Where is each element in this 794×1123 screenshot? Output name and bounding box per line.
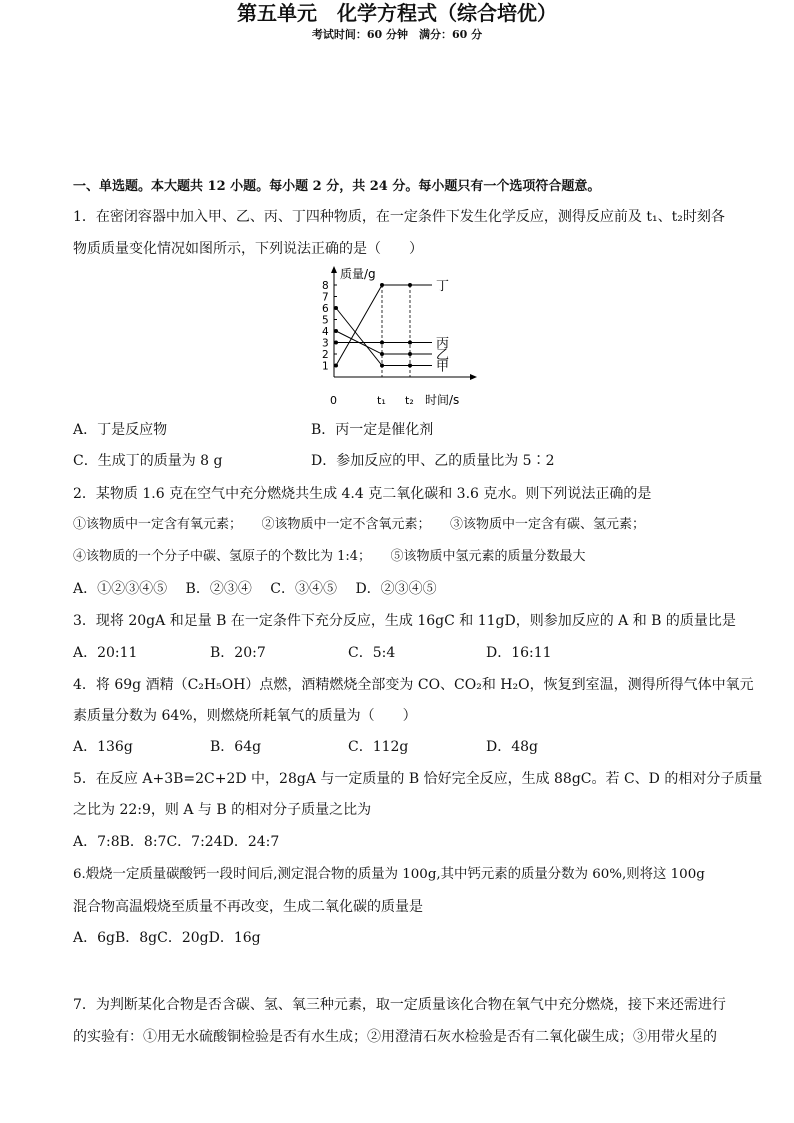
x-axis-label: 时间/s (425, 393, 460, 407)
series-0-point-2 (408, 283, 412, 287)
y-tick-label-6: 6 (322, 303, 329, 315)
q5-stem-line2: 之比为 22:9，则 A 与 B 的相对分子质量之比为 (73, 802, 372, 818)
series-1-point-2 (408, 341, 412, 345)
q3-stem-line1: 3．现将 20gA 和足量 B 在一定条件下充分反应，生成 16gC 和 11gD，则参加反应的 A 和 B 的质量比是 (73, 613, 736, 629)
y-axis-label: 质量/g (340, 267, 376, 281)
series-label-2: 乙 (436, 348, 450, 363)
q3-option-c: C．5:4 (348, 645, 396, 661)
q1-option-a: A．丁是反应物 (73, 422, 168, 438)
q2-stem-line1: 2．某物质 1.6 克在空气中充分燃烧共生成 4.4 克二氧化碳和 3.6 克水。则下列说法正确的是 (73, 486, 652, 502)
q4-option-d: D．48g (486, 739, 539, 755)
q5-options: A．7:8B．8:7C．7:24D．24:7 (73, 834, 280, 850)
section-heading: 一、单选题。本大题共 12 小题。每小题 2 分，共 24 分。每小题只有一个选项符合题意。 (73, 179, 601, 194)
q3-option-a: A．20:11 (73, 645, 138, 661)
x-tick-label-1: t₁ (377, 394, 386, 407)
y-tick-label-1: 1 (322, 360, 329, 373)
q3-option-b: B．20:7 (210, 645, 266, 661)
q1-option-b: B．丙一定是催化剂 (311, 422, 434, 438)
series-label-0: 丁 (436, 279, 450, 294)
y-tick-label-5: 5 (322, 314, 329, 327)
series-2-point-2 (408, 352, 412, 356)
series-3-point-1 (380, 364, 384, 368)
series-line-0 (336, 285, 410, 366)
q4-option-a: A．136g (73, 739, 133, 755)
series-label-3: 甲 (436, 359, 450, 375)
q1-option-d: D．参加反应的甲、乙的质量比为 5∶2 (311, 453, 555, 469)
q6-options: A．6gB．8gC．20gD．16g (73, 930, 261, 946)
y-tick-label-7: 7 (322, 291, 329, 304)
series-0-point-0 (334, 364, 338, 368)
y-tick-label-2: 2 (322, 349, 329, 361)
series-2-point-0 (334, 329, 338, 333)
y-tick-label-4: 4 (322, 326, 329, 338)
q4-option-b: B．64g (210, 739, 262, 755)
y-tick-label-3: 3 (322, 337, 329, 350)
series-0-point-1 (380, 283, 384, 287)
x-tick-label-2: t₂ (405, 394, 414, 407)
series-3-point-2 (408, 364, 412, 368)
q2-stem-line3: ④该物质的一个分子中碳、氢原子的个数比为 1:4； ⑤该物质中氢元素的质量分数最大 (73, 549, 586, 564)
q6-stem-line1: 6.煅烧一定质量碳酸钙一段时间后,测定混合物的质量为 100g,其中钙元素的质量分数为 60%,则将这 100g (73, 867, 705, 882)
exam-info: 考试时间：60 分钟 满分：60 分 (311, 28, 483, 41)
mass-time-chart (300, 264, 480, 414)
q3-option-d: D．16:11 (486, 645, 552, 661)
q4-stem-line1: 4．将 69g 酒精（C₂H₅OH）点燃，酒精燃烧全部变为 CO、CO₂和 H₂O，恢复到室温，测得所得气体中氧元 (73, 677, 754, 693)
y-tick-label-8: 8 (322, 280, 329, 292)
q2-stem-line2: ①该物质中一定含有氧元素； ②该物质中一定不含氧元素； ③该物质中一定含有碳、氢元素； (73, 517, 646, 532)
series-1-point-0 (334, 341, 338, 345)
q2-options: A．①②③④⑤ B．②③④ C．③④⑤ D．②③④⑤ (73, 581, 437, 597)
series-3-point-0 (334, 306, 338, 310)
q5-stem-line1: 5．在反应 A+3B=2C+2D 中，28gA 与一定质量的 B 恰好完全反应，生成 88gC。若 C、D 的相对分子质量 (73, 771, 763, 787)
x-axis-arrow (470, 374, 477, 380)
page-title: 第五单元 化学方程式（综合培优） (237, 1, 557, 25)
q7-stem-line1: 7．为判断某化合物是否含碳、氢、氧三种元素，取一定质量该化合物在氧气中充分燃烧，接下来还需进行 (73, 997, 726, 1013)
series-2-point-1 (380, 352, 384, 356)
q7-stem-line2: 的实验有：①用无水硫酸铜检验是否有水生成；②用澄清石灰水检验是否有二氧化碳生成；③用带火星的 (73, 1029, 717, 1045)
q4-stem-line2: 素质量分数为 64%，则燃烧所耗氧气的质量为（ ） (73, 708, 417, 724)
q1-stem-line2: 物质质量变化情况如图所示，下列说法正确的是（ ） (73, 241, 423, 257)
series-1-point-1 (380, 341, 384, 345)
q1-stem-line1: 1．在密闭容器中加入甲、乙、丙、丁四种物质，在一定条件下发生化学反应，测得反应前及 t₁、t₂时刻各 (73, 209, 725, 225)
q6-stem-line2: 混合物高温煅烧至质量不再改变，生成二氧化碳的质量是 (73, 899, 423, 915)
y-axis-arrow (331, 266, 337, 273)
q1-option-c: C．生成丁的质量为 8 g (73, 453, 223, 469)
origin-label: 0 (330, 394, 337, 407)
series-label-1: 丙 (436, 336, 450, 352)
q4-option-c: C．112g (348, 739, 409, 755)
